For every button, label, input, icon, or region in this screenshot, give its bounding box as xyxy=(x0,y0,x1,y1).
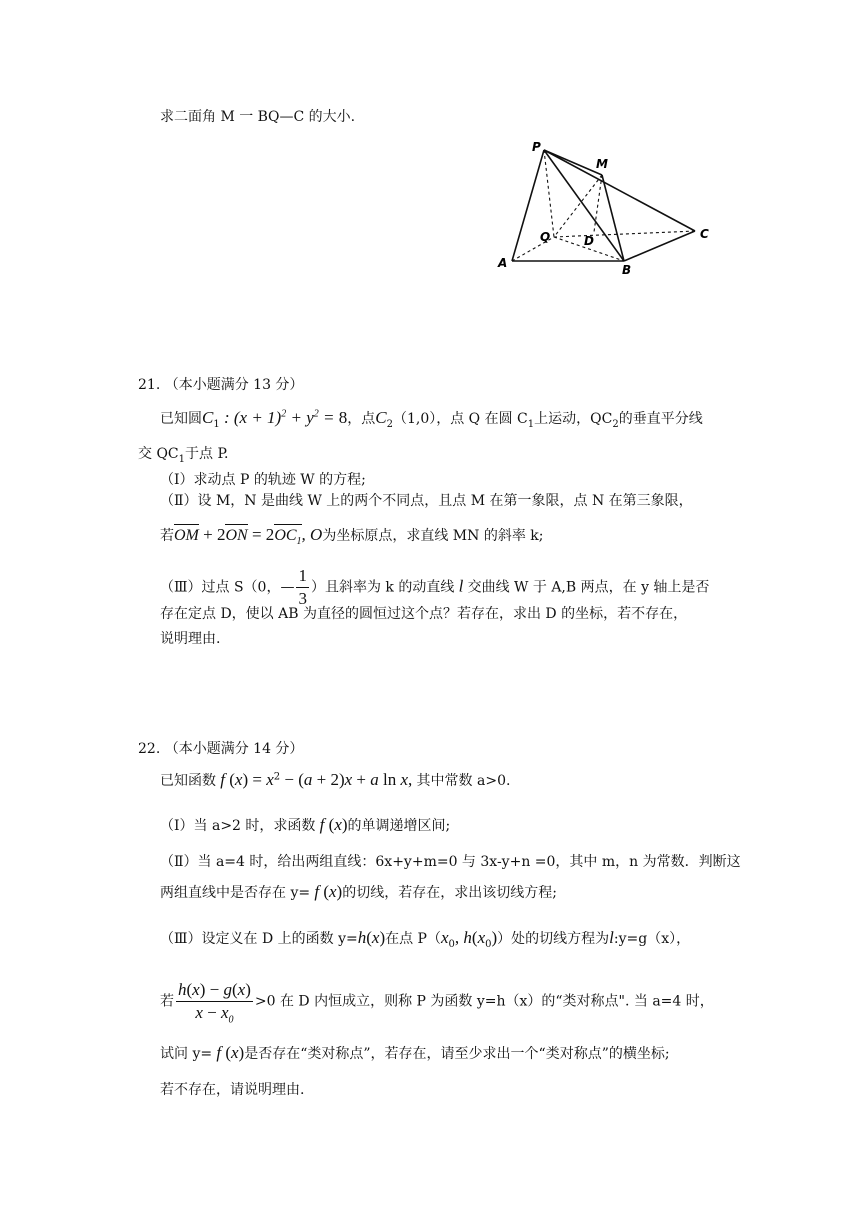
label-B: B xyxy=(622,263,632,277)
label-D: D xyxy=(584,234,594,248)
dihedral-question: 求二面角 M 一 BQ—C 的大小. xyxy=(160,109,356,125)
q21-heading: 21. （本小题满分 13 分） xyxy=(138,377,304,393)
q22-part3-line4: 若不存在，请说明理由. xyxy=(160,1082,305,1098)
q21-part3-line3: 说明理由. xyxy=(160,631,221,647)
q22-line1: 已知函数 f $(x) = x^2 - (a + 2)x + a$ ln x, 其中常数 a>0. xyxy=(160,770,511,789)
q21-part3: （Ⅲ）过点 S（0，— $\frac{1}{3}$ ）且斜率为 k 的动直线 l 交曲线 W 于 A,B 两点，在 y 轴上是否 xyxy=(160,566,710,608)
label-C: C xyxy=(700,227,709,241)
label-Q: Q xyxy=(540,230,551,244)
q22-part3-cond: 若 $\frac{h(x) - g(x)}{x - x_0}$ >0 在 D 内恒成立，则称 P 为函数 y=h（x）的“类对称点". 当 a=4 时， xyxy=(160,980,714,1026)
q22-part2: （Ⅱ）当 a=4 时，给出两组直线：6x+y+m=0 与 3x-y+n =0，其中 m，n 为常数．判断这 xyxy=(160,854,741,870)
q21-line2: 交 $QC_1$于点 P. xyxy=(138,446,229,465)
q21-line1: 已知圆$C_1$ : $(x + 1)^2 + y^2 = 8$，点$C_2(1,0)$，点 Q 在圆 $C_1$上运动，$QC_2$的垂直平分线 xyxy=(160,408,703,430)
q22-part3: （Ⅲ）设定义在 D 上的函数 y=h(x)在点 $P(x_0$, $h(x_0)$）处的切线方程为l:y=g（x）， xyxy=(160,928,691,950)
q21-part2-cont: 若OM + $2ON = 2OC_1$, O为坐标原点，求直线 MN 的斜率 k; xyxy=(160,525,544,548)
pyramid-figure xyxy=(492,135,722,285)
q21-part2: （Ⅱ）设 M，N 是曲线 W 上的两个不同点，且点 M 在第一象限，点 N 在第三象限， xyxy=(160,493,693,509)
q21-part3-line2: 存在定点 D，使以 AB 为直径的圆恒过这个点？若存在，求出 D 的坐标，若不存在， xyxy=(160,606,688,622)
q22-part3-line3: 试问 y= f (x)是否存在“类对称点”，若存在，请至少求出一个“类对称点”的横坐标; xyxy=(160,1043,670,1062)
q22-heading: 22. （本小题满分 14 分） xyxy=(138,741,304,757)
q21-part1: （I）求动点 P 的轨迹 W 的方程; xyxy=(160,472,366,488)
label-P: P xyxy=(532,140,541,154)
label-M: M xyxy=(596,157,608,171)
label-A: A xyxy=(498,256,508,270)
q22-part1: （I）当 a>2 时，求函数 f (x)的单调递增区间; xyxy=(160,815,451,834)
q22-part2-line2: 两组直线中是否存在 y= f (x)的切线，若存在，求出该切线方程; xyxy=(160,882,557,901)
